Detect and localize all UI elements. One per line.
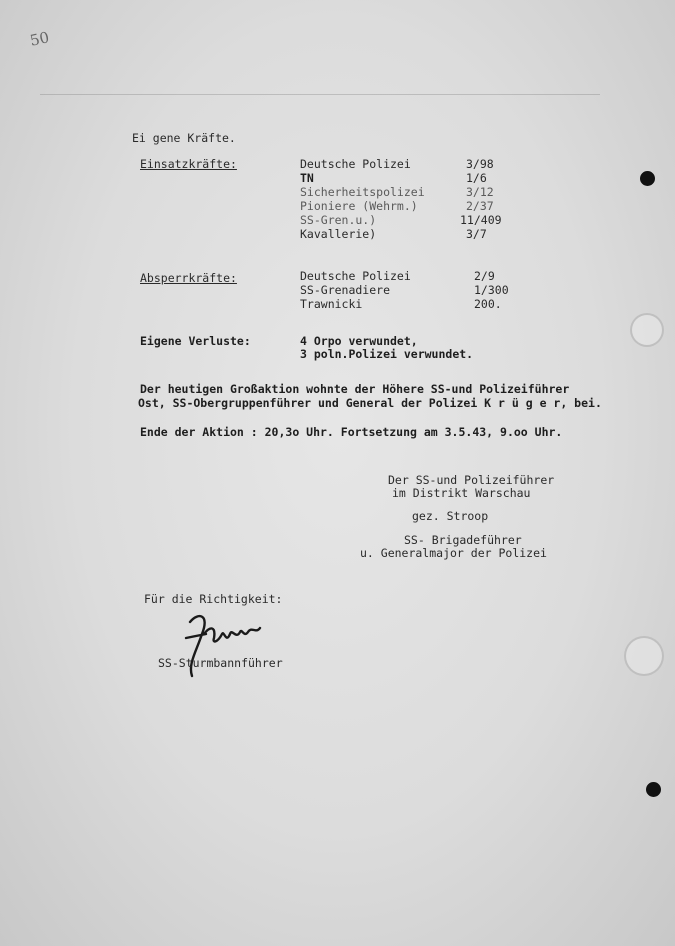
absperr-unit: SS-Grenadiere [300,283,391,297]
einsatz-count: 3/12 [466,185,494,199]
einsatz-count: 1/6 [466,171,487,185]
einsatz-unit: Deutsche Polizei [300,157,411,171]
einsatz-count: 3/98 [466,157,494,171]
punch-hole [640,171,655,186]
absperr-unit: Deutsche Polizei [300,269,411,283]
einsatz-label: Einsatzkräfte: [140,157,237,171]
fold-line [40,94,600,95]
paragraph-line: Der heutigen Großaktion wohnte der Höhere SS-und Polizeiführer [140,382,570,396]
einsatz-count: 3/7 [466,227,487,241]
absperr-count: 1/300 [474,283,509,297]
absperr-count: 2/9 [474,269,495,283]
paper-stain [624,636,664,676]
einsatz-unit: TN [300,171,314,185]
verluste-line: 3 poln.Polizei verwundet. [300,347,474,361]
einsatz-unit: SS-Gren.u.) [300,213,377,227]
signature-title: Der SS-und Polizeiführer [388,473,555,487]
signature-rank-2: u. Generalmajor der Polizei [360,546,547,560]
einsatz-count: 11/409 [460,213,502,227]
page-number-mark: 50 [28,28,51,50]
ende-line: Ende der Aktion : 20,3o Uhr. Fortsetzung am 3.5.43, 9.oo Uhr. [140,425,563,439]
einsatz-unit: Kavallerie) [300,227,377,241]
absperr-unit: Trawnicki [300,297,363,311]
handwritten-signature [178,604,268,686]
absperr-count: 200. [474,297,502,311]
punch-hole [646,782,661,797]
paper-stain [630,313,664,347]
signature-rank: SS- Brigadeführer [404,533,522,547]
heading: Ei gene Kräfte. [132,131,236,145]
signature-district: im Distrikt Warschau [392,486,531,500]
einsatz-count: 2/37 [466,199,494,213]
paragraph-line: Ost, SS-Obergruppenführer und General der Polizei K r ü g e r, bei. [138,396,602,410]
einsatz-unit: Pioniere (Wehrm.) [300,199,418,213]
einsatz-unit: Sicherheitspolizei [300,185,425,199]
signature-name: gez. Stroop [412,509,489,523]
absperr-label: Absperrkräfte: [140,271,237,285]
certification-label: Für die Richtigkeit: [144,592,283,606]
verluste-line: 4 Orpo verwundet, [300,334,418,348]
verluste-label: Eigene Verluste: [140,334,251,348]
certification-rank: SS-Sturmbannführer [158,656,283,670]
